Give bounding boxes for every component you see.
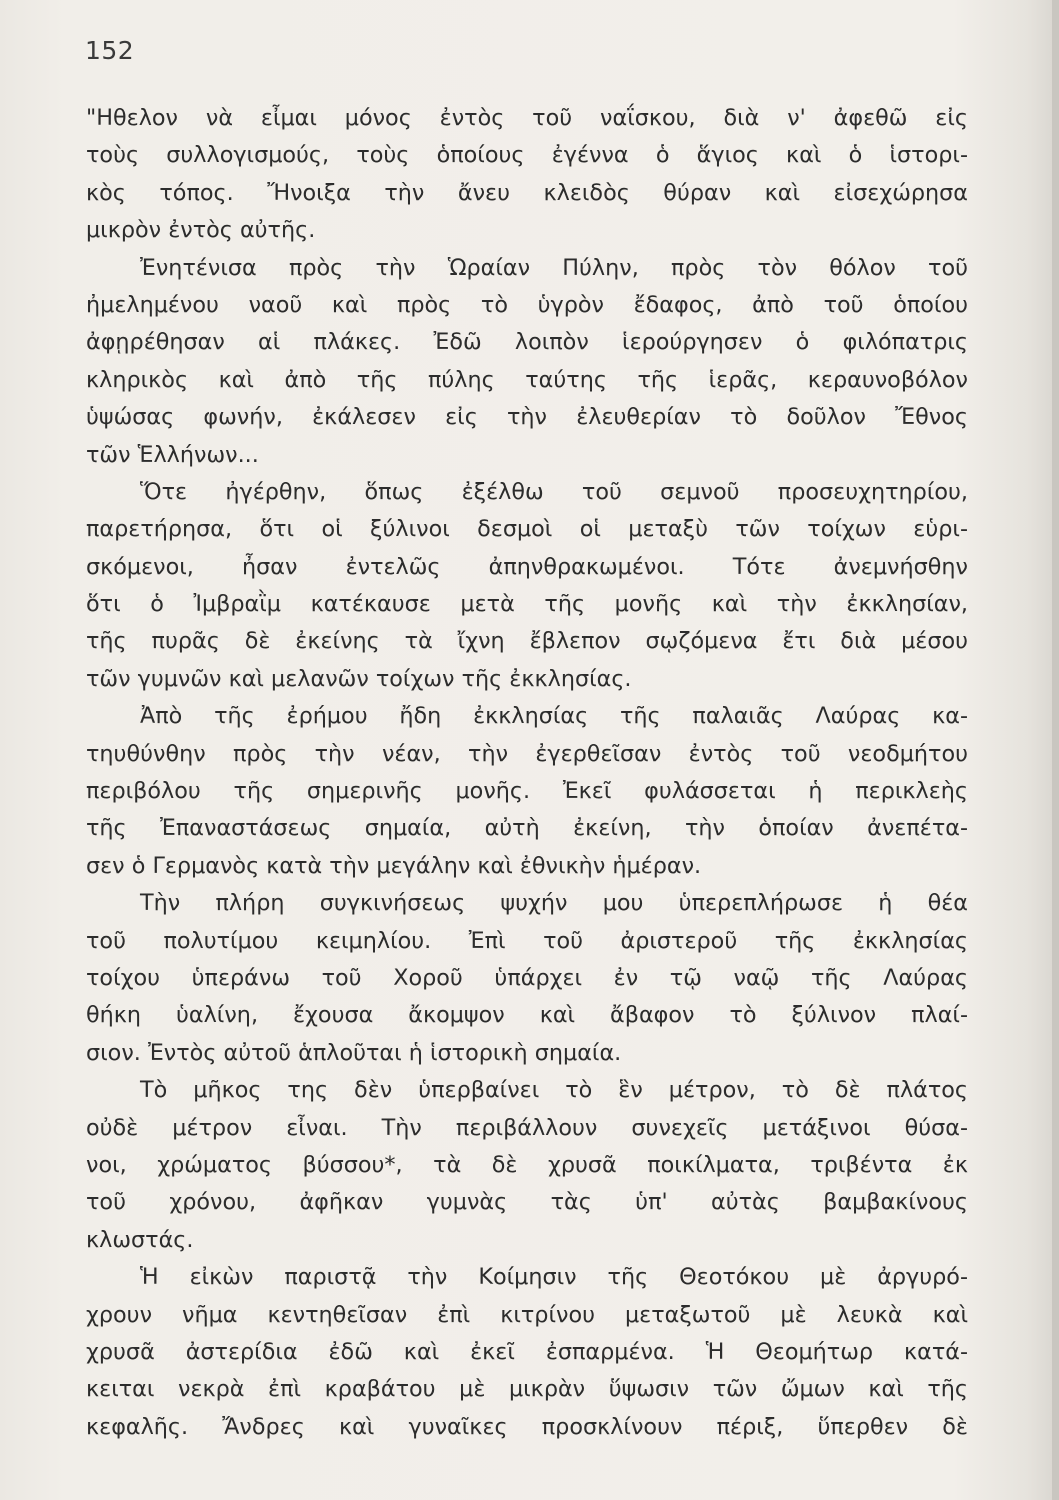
- text-line: κεφαλῆς. Ἄνδρες καὶ γυναῖκες προσκλίνουν πέριξ, ὕπερθεν δὲ: [86, 1413, 968, 1440]
- text-line: σεν ὁ Γερμανὸς κατὰ τὴν μεγάλην καὶ ἐθνικὴν ἡμέραν.: [86, 852, 702, 879]
- text-line: ὅτι ὁ Ἰμβραῒμ κατέκαυσε μετὰ τῆς μονῆς καὶ τὴν ἐκκλησίαν,: [86, 591, 968, 618]
- text-line: κλωστάς.: [86, 1226, 194, 1253]
- text-line: περιβόλου τῆς σημερινῆς μονῆς. Ἐκεῖ φυλάσσεται ἡ περικλεὴς: [86, 778, 968, 805]
- text-line: ἀφῃρέθησαν αἱ πλάκες. Ἐδῶ λοιπὸν ἱερούργησεν ὁ φιλόπατρις: [86, 329, 968, 356]
- text-line: θήκη ὑαλίνη, ἔχουσα ἄκομψον καὶ ἄβαφον τὸ ξύλινον πλαί-: [86, 1002, 968, 1029]
- text-line: μικρὸν ἐντὸς αὐτῆς.: [86, 217, 316, 244]
- body-text: [86, 100, 968, 1446]
- page-number: 152: [85, 36, 135, 65]
- text-line: οὐδὲ μέτρον εἶναι. Τὴν περιβάλλουν συνεχεῖς μετάξινοι θύσα-: [86, 1114, 968, 1141]
- text-line: τῆς Ἐπαναστάσεως σημαία, αὐτὴ ἐκείνη, τὴν ὁποίαν ἀνεπέτα-: [86, 815, 968, 842]
- text-line: τοὺς συλλογισμούς, τοὺς ὁποίους ἐγέννα ὁ ἅγιος καὶ ὁ ἱστορι-: [86, 142, 968, 169]
- text-line: νοι, χρώματος βύσσου*, τὰ δὲ χρυσᾶ ποικίλματα, τριβέντα ἐκ: [86, 1151, 968, 1178]
- text-line: σιον. Ἐντὸς αὐτοῦ ἁπλοῦται ἡ ἱστορικὴ σημαία.: [86, 1039, 622, 1066]
- text-line: Τὴν πλήρη συγκινήσεως ψυχήν μου ὑπερεπλήρωσε ἡ θέα: [140, 890, 968, 917]
- text-line: ὑψώσας φωνήν, ἐκάλεσεν εἰς τὴν ἐλευθερίαν τὸ δοῦλον Ἔθνος: [86, 404, 968, 431]
- text-line: σκόμενοι, ἦσαν ἐντελῶς ἀπηνθρακωμένοι. Τότε ἀνεμνήσθην: [86, 553, 968, 580]
- text-line: τοίχου ὑπεράνω τοῦ Χοροῦ ὑπάρχει ἐν τῷ ναῷ τῆς Λαύρας: [86, 964, 968, 991]
- text-line: Τὸ μῆκος της δὲν ὑπερβαίνει τὸ ἓν μέτρον, τὸ δὲ πλάτος: [140, 1077, 968, 1104]
- page-edge: [1052, 0, 1059, 1500]
- text-line: Ἐνητένισα πρὸς τὴν Ὡραίαν Πύλην, πρὸς τὸν θόλον τοῦ: [140, 254, 968, 281]
- text-line: παρετήρησα, ὅτι οἱ ξύλινοι δεσμοὶ οἱ μεταξὺ τῶν τοίχων εὑρι-: [86, 516, 968, 543]
- text-line: τῶν Ἑλλήνων...: [86, 441, 259, 468]
- text-line: κληρικὸς καὶ ἀπὸ τῆς πύλης ταύτης τῆς ἱερᾶς, κεραυνοβόλον: [86, 366, 968, 393]
- text-line: ἠμελημένου ναοῦ καὶ πρὸς τὸ ὑγρὸν ἔδαφος, ἀπὸ τοῦ ὁποίου: [86, 291, 968, 318]
- text-line: Ὅτε ἠγέρθην, ὅπως ἐξέλθω τοῦ σεμνοῦ προσευχητηρίου,: [140, 478, 968, 505]
- text-line: χρυσᾶ ἀστερίδια ἐδῶ καὶ ἐκεῖ ἐσπαρμένα. Ἡ Θεομήτωρ κατά-: [86, 1338, 968, 1365]
- text-line: τηυθύνθην πρὸς τὴν νέαν, τὴν ἐγερθεῖσαν ἐντὸς τοῦ νεοδμήτου: [86, 740, 968, 767]
- text-line: τῆς πυρᾶς δὲ ἐκείνης τὰ ἴχνη ἔβλεπον σῳζόμενα ἔτι διὰ μέσου: [86, 628, 968, 655]
- text-line: κειται νεκρὰ ἐπὶ κραβάτου μὲ μικρὰν ὕψωσιν τῶν ὤμων καὶ τῆς: [86, 1376, 968, 1403]
- text-line: Ἡ εἰκὼν παριστᾷ τὴν Κοίμησιν τῆς Θεοτόκου μὲ ἀργυρό-: [140, 1264, 968, 1291]
- text-line: "Ηθελον νὰ εἶμαι μόνος ἐντὸς τοῦ ναΐσκου, διὰ ν' ἀφεθῶ εἰς: [86, 105, 968, 131]
- text-line: κὸς τόπος. Ἤνοιξα τὴν ἄνευ κλειδὸς θύραν καὶ εἰσεχώρησα: [86, 179, 968, 206]
- text-line: τοῦ χρόνου, ἀφῆκαν γυμνὰς τὰς ὑπ' αὐτὰς βαμβακίνους: [86, 1189, 968, 1216]
- text-line: τῶν γυμνῶν καὶ μελανῶν τοίχων τῆς ἐκκλησίας.: [86, 665, 632, 692]
- text-line: χρουν νῆμα κεντηθεῖσαν ἐπὶ κιτρίνου μεταξωτοῦ μὲ λευκὰ καὶ: [86, 1301, 968, 1328]
- text-line: τοῦ πολυτίμου κειμηλίου. Ἐπὶ τοῦ ἀριστεροῦ τῆς ἐκκλησίας: [86, 927, 968, 954]
- text-line: Ἀπὸ τῆς ἐρήμου ἤδη ἐκκλησίας τῆς παλαιᾶς Λαύρας κα-: [140, 703, 968, 730]
